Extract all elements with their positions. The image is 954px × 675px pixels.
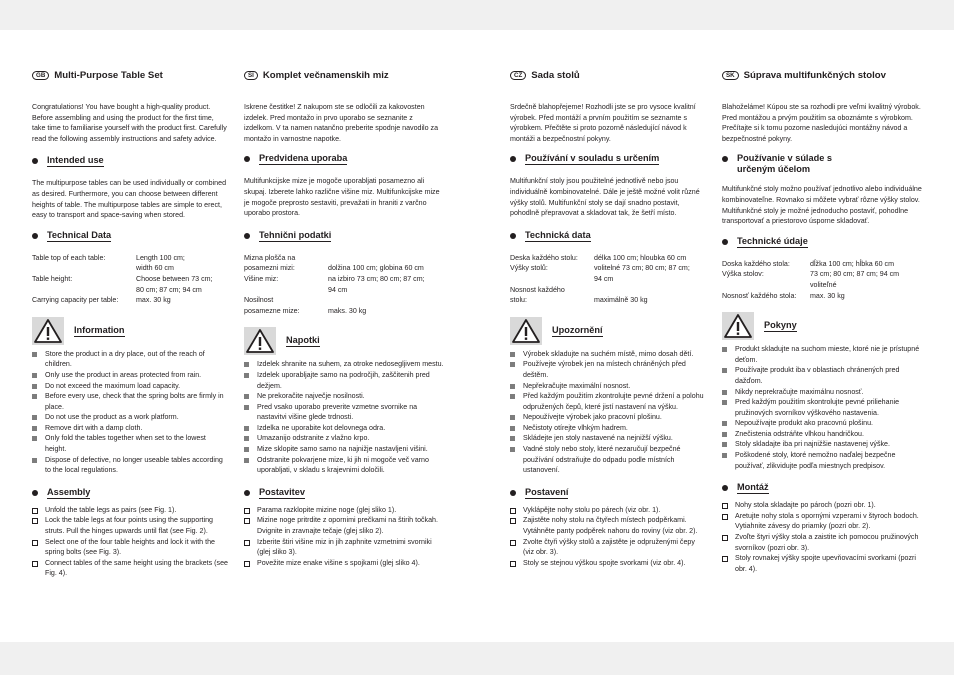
spec-value: na izbiro 73 cm; 80 cm; 87 cm; 94 cm <box>328 274 425 294</box>
information-list <box>722 344 922 471</box>
warning-block <box>32 317 228 345</box>
list-item: Lock the table legs at four points using the supporting struts. Pull the hinges upwards until flat (see Fig. 2). <box>32 515 228 536</box>
intro-text: Congratulations! You have bought a high-quality product. Before assembling and using the product for the first time, take time to familiarise yourself with the product first. Carefully read the following assembly instructions and safety advice. <box>32 103 227 143</box>
list-item: Only fold the tables together when set to the lowest height. <box>32 433 228 454</box>
bullet-dot <box>244 233 250 239</box>
intro-text: Blahoželáme! Kúpou ste sa rozhodli pre veľmi kvalitný výrobok. Pred montážou a prvým použitím sa oboznámte s výrobkom. Prečítajte si k tomu pozorne nasledujúci montážny návod a bezpečnostné pokyny. <box>722 103 921 143</box>
list-item: Produkt skladujte na suchom mieste, ktoré nie je prístupné deťom. <box>722 344 922 365</box>
spec-label: Nosnost každého stolu: <box>510 285 565 305</box>
bullet-dot <box>32 233 38 239</box>
bullet-dot <box>244 490 250 496</box>
bullet-dot <box>32 158 38 164</box>
list-item: Zajistěte nohy stolu na čtyřech místech podpěrkami. Vytáhněte panty podpěrek nahoru do roviny (viz obr. 2). <box>510 515 706 536</box>
heading-information: Pokyny <box>764 320 797 331</box>
list-item: Zvoľte štyri výšky stola a zaistite ich pomocou pružinových svorníkov (pozri obr. 3). <box>722 532 922 553</box>
warning-triangle-icon <box>722 312 754 340</box>
warning-block <box>244 327 444 355</box>
list-item: Používajte produkt iba v oblastiach chránených pred dažďom. <box>722 365 922 386</box>
list-item: Do not exceed the maximum load capacity. <box>32 381 228 392</box>
language-badge: CZ <box>510 71 526 80</box>
technical-data-table <box>510 253 690 306</box>
spec-label: Carrying capacity per table: <box>32 296 119 305</box>
heading-technical-data: Tehnični podatki <box>244 230 444 242</box>
heading-intended-use: Používanie v súlade s určeným účelom <box>722 153 922 175</box>
title-text: Multi-Purpose Table Set <box>54 70 163 81</box>
heading-information: Napotki <box>286 335 320 346</box>
table-row <box>510 285 690 306</box>
list-item: Vadné stoly nebo stoly, které nezaručují bezpečné používání odstraňujte do odpadu podle místních ustanovení. <box>510 444 706 476</box>
spec-value: Choose between 73 cm; 80 cm; 87 cm; 94 cm <box>136 274 213 294</box>
list-item: Nečistoty otírejte vlhkým hadrem. <box>510 423 706 434</box>
title-text: Sada stolů <box>531 70 580 81</box>
bullet-dot <box>510 233 516 239</box>
heading-technical-data: Technical Data <box>32 230 228 242</box>
list-item: Znečistenia odstráňte vlhkou handričkou. <box>722 429 922 440</box>
spec-value: maximálně 30 kg <box>594 296 648 305</box>
heading-assembly: Postavitev <box>244 487 444 499</box>
list-item: Izdelka ne uporabite kot delovnega odra. <box>244 423 444 434</box>
title-text: Súprava multifunkčných stolov <box>743 70 886 81</box>
spec-value: max. 30 kg <box>810 291 845 300</box>
intended-use-text: Multifunkcijske mize je mogoče uporabljati posamezno ali skupaj. Izberete lahko različne višine miz. Multifunkcijske mize je mogoče preprosto sestaviti, prevažati in hraniti z varčno uporabo prostora. <box>244 177 440 218</box>
list-item: Zvolte čtyři výšky stolů a zajistěte je odpruženými čepy (viz obr. 3). <box>510 537 706 558</box>
warning-block <box>722 312 922 340</box>
table-row <box>722 259 899 270</box>
heading-intended-use: Predvidena uporaba <box>244 153 444 165</box>
bullet-dot <box>510 490 516 496</box>
list-item: Nepoužívejte výrobek jako pracovní plošinu. <box>510 412 706 423</box>
heading-assembly: Assembly <box>32 487 228 499</box>
bullet-dot <box>244 156 250 162</box>
table-row <box>722 269 899 290</box>
section-title <box>722 70 922 81</box>
intended-use-text: Multifunkční stoly jsou použitelné jednotlivě nebo jsou individuálně kombinovatelné. Dále je ještě možné volit různé výšky stolů. Multifunkční stoly se dají snadno postavit, pohodlně přepravovat a skladovat tak, že šetří místo. <box>510 177 700 218</box>
table-row <box>244 274 425 295</box>
list-item: Do not use the product as a work platform. <box>32 412 228 423</box>
spec-label: Výška stolov: <box>722 270 764 279</box>
intended-use-text: The multipurpose tables can be used individually or combined as desired. Furthermore, you can choose between different heights of table. The multipurpose tables are simple to erect, easy to transport and space-saving when stored. <box>32 179 227 220</box>
assembly-steps <box>722 500 922 574</box>
table-row <box>32 295 213 306</box>
table-row <box>32 253 213 274</box>
spec-label: Table top of each table: <box>32 253 106 262</box>
assembly-steps <box>244 505 444 569</box>
list-item: Parama razklopite mizine noge (glej sliko 1). <box>244 505 444 516</box>
list-item: Unfold the table legs as pairs (see Fig. 1). <box>32 505 228 516</box>
language-badge: SK <box>722 71 739 80</box>
spec-label: Deska každého stolu: <box>510 253 578 262</box>
table-row <box>244 253 425 274</box>
heading-technical-data: Technická data <box>510 230 706 242</box>
list-item: Ne prekoračite največje nosilnosti. <box>244 391 444 402</box>
assembly-steps <box>510 505 706 569</box>
information-list <box>32 349 228 476</box>
intro-text: Iskrene čestitke! Z nakupom ste se odločili za kakovosten izdelek. Pred montažo in prvo uporabo se seznanite z izdelkom. V ta namen natančno preberite spodnje navodilo za montažo in varnostne napotke. <box>244 103 439 143</box>
list-item: Select one of the four table heights and lock it with the spring bolts (see Fig. 3). <box>32 537 228 558</box>
column-cz <box>510 70 706 568</box>
table-row <box>722 291 899 302</box>
list-item: Store the product in a dry place, out of the reach of children. <box>32 349 228 370</box>
column-si <box>244 70 444 568</box>
column-sk <box>722 70 922 574</box>
spec-value: Length 100 cm; width 60 cm <box>136 253 185 273</box>
list-item: Remove dirt with a damp cloth. <box>32 423 228 434</box>
list-item: Před každým použitím zkontrolujte pevné držení a polohu odpružených čepů, které jistí nastavení na výšku. <box>510 391 706 412</box>
spec-value: maks. 30 kg <box>328 306 367 315</box>
spec-label: Mizna plošča na posamezni mizi: <box>244 253 296 273</box>
list-item: Dispose of defective, no longer useable tables according to the local regulations. <box>32 455 228 476</box>
spec-value: délka 100 cm; hloubka 60 cm <box>594 253 687 262</box>
list-item: Mize sklopite samo samo na najnižje nastavljeni višini. <box>244 444 444 455</box>
heading-assembly: Postavení <box>510 487 706 499</box>
title-text: Komplet večnamenskih miz <box>262 70 389 81</box>
section-title <box>32 70 228 81</box>
spec-value: dolžina 100 cm; globina 60 cm <box>328 264 424 273</box>
spec-label: Višine miz: <box>244 274 279 283</box>
spec-value: dĺžka 100 cm; hĺbka 60 cm <box>810 259 894 268</box>
list-item: Only use the product in areas protected from rain. <box>32 370 228 381</box>
list-item: Nohy stola skladajte po pároch (pozri obr. 1). <box>722 500 922 511</box>
list-item: Vyklápějte nohy stolu po párech (viz obr. 1). <box>510 505 706 516</box>
heading-technical-data: Technické údaje <box>722 236 922 248</box>
list-item: Before every use, check that the spring bolts are firmly in place. <box>32 391 228 412</box>
bullet-dot <box>510 156 516 162</box>
list-item: Umazanijo odstranite z vlažno krpo. <box>244 433 444 444</box>
bullet-dot <box>722 239 728 245</box>
intended-use-text: Multifunkčné stoly možno používať jednotlivo alebo individuálne kombinovateľne. Rovnako si môžete vybrať rôzne výšky stolov. Multifunkčné stoly je možné jednoducho postaviť, pohodlne transportovať a priestorovo úsporne skladovať. <box>722 185 922 226</box>
list-item: Aretujte nohy stola s opornými vzperami v štyroch bodoch. Vytiahnite závesy do priamky (pozri obr. 2). <box>722 511 922 532</box>
table-row <box>244 295 425 316</box>
list-item: Stoly skladajte iba pri najnižšie nastavenej výške. <box>722 439 922 450</box>
intro-text: Srdečně blahopřejeme! Rozhodli jste se pro vysoce kvalitní výrobek. Před montáží a prvním použitím se seznamte s výrobkem. Přečtěte si proto pozorně následující návod k montáži a bezpečnostní pokyny. <box>510 103 696 143</box>
information-list <box>510 349 706 476</box>
heading-information: Upozornění <box>552 324 603 335</box>
list-item: Izdelek shranite na suhem, za otroke nedosegljivem mestu. <box>244 359 444 370</box>
list-item: Connect tables of the same height using the brackets (see Fig. 4). <box>32 558 228 579</box>
spec-label: Nosilnost posamezne mize: <box>244 296 300 315</box>
heading-assembly: Montáž <box>722 482 922 494</box>
list-item: Poškodené stoly, ktoré nemožno naďalej bezpečne používať, zlikvidujte podľa miestnych predpisov. <box>722 450 922 471</box>
table-row <box>32 274 213 295</box>
warning-block <box>510 317 706 345</box>
information-list <box>244 359 444 476</box>
spec-label: Doska každého stola: <box>722 259 790 268</box>
list-item: Pred vsako uporabo preverite vzmetne svornike na nastavitvi višine glede trdnosti. <box>244 402 444 423</box>
technical-data-table <box>32 253 213 306</box>
list-item: Stoly se stejnou výškou spojte svorkami (viz obr. 4). <box>510 558 706 569</box>
spec-label: Výšky stolů: <box>510 264 548 273</box>
heading-intended-use: Používání v souladu s určením <box>510 153 706 165</box>
list-item: Odstranite pokvarjene mize, ki jih ni mogoče več varno uporabljati, v skladu s krajevnimi določili. <box>244 455 444 476</box>
list-item: Používejte výrobek jen na místech chráněných před deštěm. <box>510 359 706 380</box>
list-item: Výrobek skladujte na suchém místě, mimo dosah dětí. <box>510 349 706 360</box>
table-row <box>510 263 690 284</box>
table-row <box>510 253 690 264</box>
language-badge: GB <box>32 71 49 80</box>
list-item: Skládejte jen stoly nastavené na nejnižší výšku. <box>510 433 706 444</box>
manual-page <box>0 30 954 642</box>
list-item: Povežite mize enake višine s spojkami (glej sliko 4). <box>244 558 444 569</box>
list-item: Nepoužívajte produkt ako pracovnú plošinu. <box>722 418 922 429</box>
spec-value: max. 30 kg <box>136 296 171 305</box>
spec-value: 73 cm; 80 cm; 87 cm; 94 cm voliteľné <box>810 270 900 289</box>
column-gb <box>32 70 228 579</box>
spec-label: Table height: <box>32 274 73 283</box>
technical-data-table <box>722 259 899 301</box>
assembly-steps <box>32 505 228 579</box>
language-badge: SI <box>244 71 258 80</box>
warning-triangle-icon <box>32 317 64 345</box>
list-item: Mizine noge pritrdite z opornimi prečkami na štirih točkah. Dvignite in zravnajte tečaje (glej sliko 2). <box>244 515 444 536</box>
heading-intended-use: Intended use <box>32 155 228 167</box>
spec-value: volitelné 73 cm; 80 cm; 87 cm; 94 cm <box>594 264 690 283</box>
heading-information: Information <box>74 324 125 335</box>
section-title <box>244 70 444 81</box>
list-item: Stoly rovnakej výšky spojte upevňovacími svorkami (pozri obr. 4). <box>722 553 922 574</box>
list-item: Izdelek uporabljajte samo na področjih, zaščitenih pred dežjem. <box>244 370 444 391</box>
technical-data-table <box>244 253 425 317</box>
list-item: Izberite štiri višine miz in jih zaphnite vzmetnimi svorniki (glej sliko 3). <box>244 537 444 558</box>
list-item: Nepřekračujte maximální nosnost. <box>510 381 706 392</box>
list-item: Nikdy neprekračujte maximálnu nosnosť. <box>722 387 922 398</box>
bullet-dot <box>32 490 38 496</box>
warning-triangle-icon <box>244 327 276 355</box>
bullet-dot <box>722 485 728 491</box>
section-title <box>510 70 706 81</box>
warning-triangle-icon <box>510 317 542 345</box>
spec-label: Nosnosť každého stola: <box>722 291 797 300</box>
bullet-dot <box>722 156 728 162</box>
list-item: Pred každým použitím skontrolujte pevné priliehanie pružinových svorníkov výškového nastavenia. <box>722 397 922 418</box>
